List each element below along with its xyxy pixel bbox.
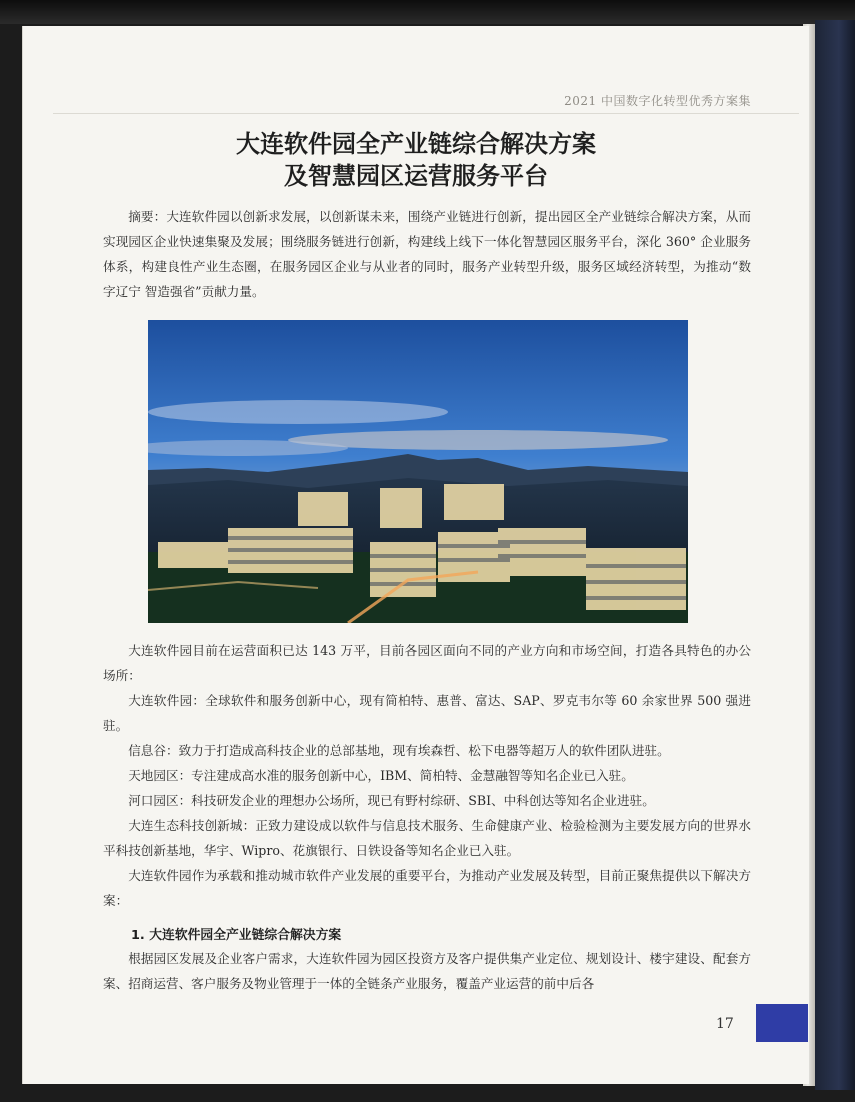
park-night-photo bbox=[148, 320, 688, 623]
abstract-paragraph: 摘要：大连软件园以创新求发展，以创新谋未来，围绕产业链进行创新，提出园区全产业链综合解决方案，从而实现园区企业快速集聚及发展；围绕服务链进行创新，构建线上线下一体化智慧园区服务平台，深化 360° 企业服务体系，构建良性产业生态圈，在服务园区企业与从业者的同时，服务产业转型升级，服务区域经济转型，为推动“数字辽宁 智造强省”贡献力量。 bbox=[103, 209, 751, 299]
body-paragraph-7: 大连软件园作为承载和推动城市软件产业发展的重要平台，为推动产业发展及转型，目前正聚焦提供以下解决方案： bbox=[103, 868, 751, 908]
document-page bbox=[22, 26, 809, 1084]
body-paragraph-3: 信息谷：致力于打造成高科技企业的总部基地，现有埃森哲、松下电器等超万人的软件团队进驻。 bbox=[128, 743, 670, 758]
body-paragraph-5: 河口园区：科技研发企业的理想办公场所，现已有野村综研、SBI、中科创达等知名企业进驻。 bbox=[128, 793, 655, 808]
running-header: 2021 中国数字化转型优秀方案集 bbox=[564, 94, 751, 108]
body-paragraph-4: 天地园区：专注建成高水准的服务创新中心，IBM、简柏特、金慧融智等知名企业已入驻。 bbox=[128, 768, 634, 783]
body-paragraph-2: 大连软件园：全球软件和服务创新中心，现有简柏特、惠普、富达、SAP、罗克韦尔等 60 余家世界 500 强进驻。 bbox=[103, 693, 751, 733]
header-rule bbox=[53, 113, 799, 114]
page-number: 17 bbox=[716, 1016, 734, 1032]
page-accent-tab bbox=[756, 1004, 808, 1042]
book-cover-edge bbox=[815, 20, 855, 1090]
section1-paragraph-1: 根据园区发展及企业客户需求，大连软件园为园区投资方及客户提供集产业定位、规划设计、楼宇建设、配套方案、招商运营、客户服务及物业管理于一体的全链条产业服务，覆盖产业运营的前中后各 bbox=[103, 951, 751, 991]
body-paragraph-6: 大连生态科技创新城：正致力建设成以软件与信息技术服务、生命健康产业、检验检测为主要发展方向的世界水平科技创新基地，华宇、Wipro、花旗银行、日铁设备等知名企业已入驻。 bbox=[103, 818, 751, 858]
title-line-2: 及智慧园区运营服务平台 bbox=[284, 162, 548, 190]
title-line-1: 大连软件园全产业链综合解决方案 bbox=[236, 130, 596, 158]
body-paragraph-1: 大连软件园目前在运营面积已达 143 万平，目前各园区面向不同的产业方向和市场空间，打造各具特色的办公场所： bbox=[103, 643, 751, 683]
scan-top-edge bbox=[0, 0, 855, 24]
section-heading-1: 1. 大连软件园全产业链综合解决方案 bbox=[131, 928, 342, 943]
